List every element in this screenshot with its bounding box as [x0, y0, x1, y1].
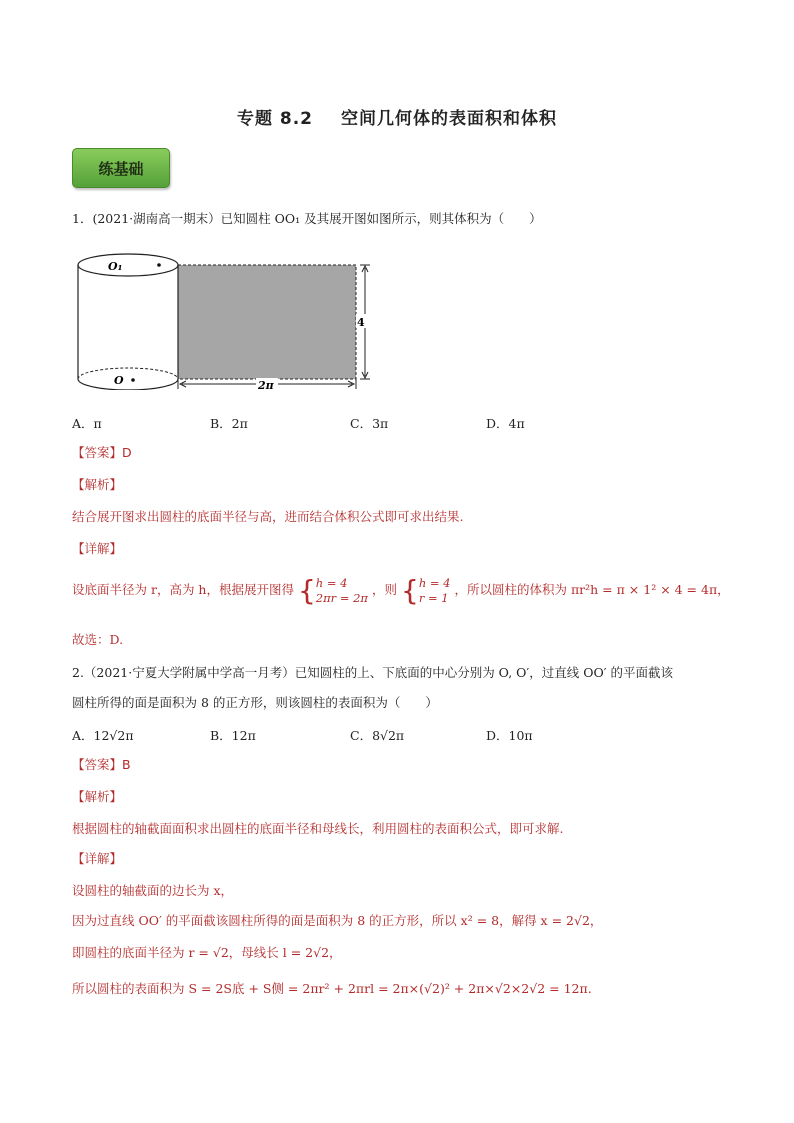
q1-detail-c: ，所以圆柱的体积为 πr²h = π × 1² × 4 = 4π，	[454, 582, 730, 597]
page-title	[0, 104, 794, 129]
label-o: O	[114, 374, 124, 387]
q2-analysis-label: 【解析】	[72, 789, 123, 804]
q2-stem-line2: 圆柱所得的面是面积为 8 的正方形，则该圆柱的表面积为（ ）	[72, 695, 438, 710]
q1-option-c: C．3π	[350, 416, 389, 431]
cylinder-figure	[70, 250, 370, 390]
q2-detail-2: 因为过直线 OO′ 的平面截该圆柱所得的面是面积为 8 的正方形，所以 x² = 8，解得 x = 2√2，	[72, 913, 603, 928]
q1-option-a: A．π	[72, 416, 102, 431]
q1-analysis: 结合展开图求出圆柱的底面半径与高，进而结合体积公式即可求出结果.	[72, 509, 464, 524]
q2-answer: 【答案】B	[72, 757, 131, 772]
q1-system-1: h = 4 2πr = 2π	[315, 575, 368, 605]
q1-system-2: h = 4 r = 1	[418, 575, 451, 605]
unfolded-rectangle	[178, 265, 356, 379]
q1-option-d: D．4π	[486, 416, 525, 431]
q1-stem: 1．(2021·湖南高一期末）已知圆柱 OO₁ 及其展开图如图所示，则其体积为（ ）	[72, 211, 542, 226]
q2-analysis: 根据圆柱的轴截面面积求出圆柱的底面半径和母线长，利用圆柱的表面积公式，即可求解.	[72, 821, 564, 836]
q1-detail-b: ，则	[371, 582, 397, 597]
q1-detail-a: 设底面半径为 r，高为 h，根据展开图得	[72, 582, 294, 597]
q1-analysis-label: 【解析】	[72, 477, 123, 492]
q2-detail-3: 即圆柱的底面半径为 r = √2，母线长 l = 2√2，	[72, 945, 342, 960]
q1-option-b: B．2π	[210, 416, 248, 431]
q2-option-a: A．12√2π	[72, 728, 134, 743]
q2-option-c: C．8√2π	[350, 728, 405, 743]
section-tag: 练基础	[72, 148, 170, 188]
q2-detail-1: 设圆柱的轴截面的边长为 x，	[72, 883, 234, 898]
q1-answer: 【答案】D	[72, 445, 132, 460]
q2-detail-label: 【详解】	[72, 851, 123, 866]
title-main: 专题 8.2	[236, 109, 314, 129]
q1-detail-label: 【详解】	[72, 541, 123, 556]
q2-stem-line1: 2.（2021·宁夏大学附属中学高一月考）已知圆柱的上、下底面的中心分别为 O, O′，过直线 OO′ 的平面截该	[72, 665, 674, 680]
q2-detail-4: 所以圆柱的表面积为 S = 2S底 + S侧 = 2πr² + 2πrl = 2π×(√2)² + 2π×√2×2√2 = 12π.	[72, 981, 592, 996]
q2-option-b: B．12π	[210, 728, 256, 743]
q1-conclusion: 故选：D.	[72, 632, 124, 647]
label-o1: O₁	[108, 260, 123, 273]
q1-detail: 设底面半径为 r，高为 h，根据展开图得 {h = 4 2πr = 2π ，则 {h = 4 r = 1 ，所以圆柱的体积为 πr²h = π × 1² × 4 = 4π，	[72, 573, 730, 607]
label-width: 2π	[258, 379, 274, 390]
title-sub: 空间几何体的表面积和体积	[341, 109, 558, 129]
label-height: 4	[357, 316, 365, 329]
q2-option-d: D．10π	[486, 728, 533, 743]
cylinder-top-ellipse	[78, 254, 178, 276]
